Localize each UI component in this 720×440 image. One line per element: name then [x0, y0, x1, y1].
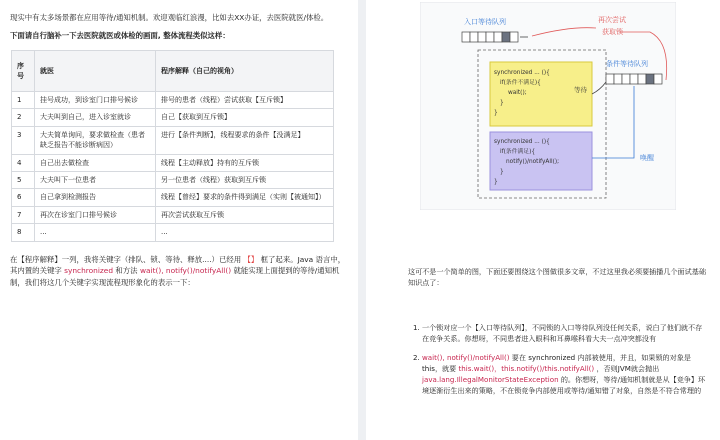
cell-index: 3 [12, 126, 35, 154]
notify-block-line4: } [500, 169, 504, 175]
list-item [422, 352, 708, 396]
code-exception: java.lang.IllegalMonitorStateException [422, 375, 559, 384]
reacquire-note-line2: 获取锁 [602, 28, 623, 36]
item2-text-2: ，否则JVM就会抛出 [596, 364, 660, 373]
cell-visit: ... [35, 224, 156, 241]
keyword-synchronized: synchronized [64, 266, 114, 276]
notify-block-line1: synchronized ... (){ [494, 139, 550, 145]
left-page [0, 0, 358, 440]
intro-paragraph: 现实中有太多场景都在应用等待/通知机制。欢迎观临红浪漫，比如去XX办证，去医院就医/体检。 [10, 13, 329, 22]
cell-visit: 再次在诊室门口排号候诊 [35, 206, 156, 223]
table-header-row [12, 51, 334, 92]
knowledge-list [408, 322, 708, 404]
cell-visit: 大夫叫下一位患者 [35, 172, 156, 189]
col-header-index: 序号 [12, 51, 35, 92]
cell-visit: 大夫叫到自己，进入诊室就诊 [35, 109, 156, 126]
cell-program: 排号的患者（线程）尝试获取【互斥锁】 [156, 92, 334, 109]
cell-program: 自己【获取到互斥锁】 [156, 109, 334, 126]
cell-program: 线程【主动释放】持有的互斥锁 [156, 154, 334, 171]
notify-block-line3: notify()/notifyAll(); [506, 159, 560, 165]
cell-program: 另一位患者（线程）获取到互斥锁 [156, 172, 334, 189]
cell-visit: 挂号成功，到诊室门口排号候诊 [35, 92, 156, 109]
outro-text-1: 在【程序解释】一列，我将关键字（排队、锁、等待、释放....）已经用 [10, 254, 242, 264]
table-row [12, 189, 334, 206]
cell-visit: 大夫简单询问，要求做检查（患者缺乏报告不能诊断病因） [35, 126, 156, 154]
right-page [366, 0, 720, 440]
entry-queue-label: 入口等待队列 [464, 18, 506, 26]
cell-index: 7 [12, 206, 35, 223]
wait-notify-diagram [420, 2, 676, 210]
table-row [12, 92, 334, 109]
notify-block-line5: } [494, 179, 498, 185]
outro-text-2: 框了起来。Java 语言中，其内置的关键字 [10, 254, 346, 276]
item2-text-1: 要在 synchronized 内部被使用，并且，如果锁的对象是this，就要 [422, 353, 691, 373]
outro-text-3: 和方法 [115, 266, 138, 276]
item2-text-3: 的。你想呀，等待/通知机制就是从【竞争】环境逐渐衍生出来的策略，不在锁竞争内部使用或等待/通知错了对象，自然是不符合常理的 [422, 375, 706, 395]
table-row [12, 154, 334, 171]
code-this-wait: this.wait()，this.notify()/this.notifyAll() [458, 364, 595, 373]
table-row [12, 206, 334, 223]
table-row [12, 224, 334, 241]
outro-brackets: 【】 [243, 254, 259, 264]
cell-program: ... [156, 224, 334, 241]
cell-program: 线程【曾经】要求的条件得到满足（实则【被通知】） [156, 189, 334, 206]
cell-index: 1 [12, 92, 35, 109]
cell-program: 进行【条件判断】，线程要求的条件【没满足】 [156, 126, 334, 154]
entry-queue-cells [462, 32, 518, 42]
outro-paragraph [10, 254, 348, 289]
cell-index: 6 [12, 189, 35, 206]
process-table [11, 50, 334, 242]
wait-block-line3: wait(); [508, 90, 527, 96]
cell-index: 4 [12, 154, 35, 171]
list-item: 1. 一个锁对应一个【入口等待队列】，不同锁的入口等待队列没任何关系，说白了他们就不存在竞争关系。你想呀，不同患者进入眼科和耳鼻喉科看大夫一点冲突都没有 [422, 322, 708, 344]
reacquire-note-line1: 再次尝试 [598, 16, 626, 24]
wait-block-line5: } [494, 110, 498, 116]
cell-index: 8 [12, 224, 35, 241]
cell-program: 再次尝试获取互斥锁 [156, 206, 334, 223]
cond-queue-label: 条件等待队列 [606, 60, 648, 68]
cell-index: 2 [12, 109, 35, 126]
col-header-visit: 就医 [35, 51, 156, 92]
wake-label: 唤醒 [640, 154, 654, 162]
wait-arrow-label: 等待 [574, 86, 587, 94]
cond-queue-cells [606, 74, 662, 84]
table-row [12, 109, 334, 126]
wait-block-line2: if(条件不满足){ [500, 80, 541, 86]
cell-visit: 自己拿到检测报告 [35, 189, 156, 206]
wait-block-line1: synchronized ... (){ [494, 70, 550, 76]
cell-visit: 自己出去做检查 [35, 154, 156, 171]
notify-block-line2: if(条件满足){ [500, 149, 536, 155]
outro-text-4: 就能实现上面提到的等待/通知机制，我们将这几个关键字实现流程现形象化的表示一下： [10, 266, 340, 287]
table-row [12, 126, 334, 154]
keyword-wait-notify: wait(), notify()/notifyAll() [139, 266, 232, 276]
code-wait-notify: wait(), notify()/notifyAll() [422, 353, 510, 362]
table-row [12, 172, 334, 189]
right-paragraph: 这可不是一个简单的图，下面还要围绕这个图做很多文章，不过这里我必须要插播几个面试基础知识点了： [408, 267, 706, 287]
intro-lead: 下面请自行脑补一下去医院就医或体检的画面, 整体流程类似这样： [10, 30, 230, 40]
cell-index: 5 [12, 172, 35, 189]
col-header-program: 程序解释（自己的视角） [156, 51, 334, 92]
wait-block-line4: } [500, 100, 504, 106]
